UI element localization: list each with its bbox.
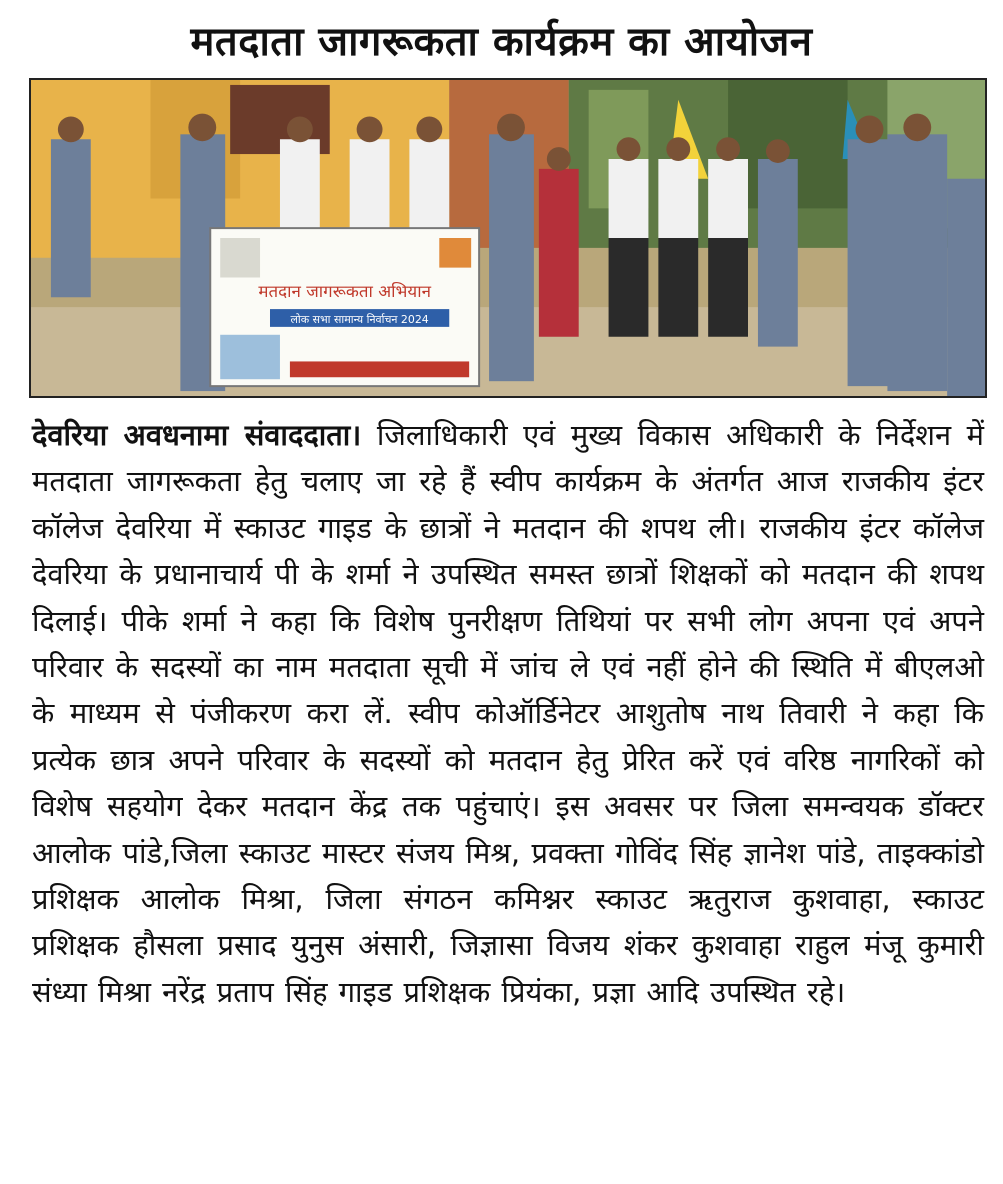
banner-subtitle: लोक सभा सामान्य निर्वाचन 2024: [290, 312, 429, 326]
news-photo: [29, 78, 987, 398]
article-text: जिलाधिकारी एवं मुख्य विकास अधिकारी के निर्देशन में मतदाता जागरूकता हेतु चलाए जा रहे हैं स्वीप कार्यक्रम के अंतर्गत आज राजकीय इंटर कॉलेज देवरिया में स्काउट गाइड के छात्रों ने मतदान की शपथ ली। राजकीय इंटर कॉलेज देवरिया के प्रधानाचार्य पी के शर्मा ने उपस्थित समस्त छात्रों शिक्षकों को मतदान की शपथ दिलाई। पीके शर्मा ने कहा कि विशेष पुनरीक्षण तिथियां पर सभी लोग अपना एवं अपने परिवार के सदस्यों का नाम मतदाता सूची में जांच ले एवं नहीं होने की स्थिति में बीएलओ के माध्यम से पंजीकरण करा लें. स्वीप कोऑर्डिनेटर आशुतोष नाथ तिवारी ने कहा कि प्रत्येक छात्र अपने परिवार के सदस्यों को मतदान हेतु प्रेरित करें एवं वरिष्ठ नागरिकों को विशेष सहयोग देकर मतदान केंद्र तक पहुंचाएं। इस अवसर पर जिला समन्वयक डॉक्टर आलोक पांडे,जिला स्काउट मास्टर संजय मिश्र, प्रवक्ता गोविंद सिंह ज्ञानेश पांडे, ताइक्कांडो प्रशिक्षक आलोक मिश्रा, जिला संगठन कमिश्नर स्काउट ऋतुराज कुशवाहा, स्काउट प्रशिक्षक हौसला प्रसाद युनुस अंसारी, जिज्ञासा विजय शंकर कुशवाहा राहुल मंजू कुमारी संध्या मिश्रा नरेंद्र प्रताप सिंह गाइड प्रशिक्षक प्रियंका, प्रज्ञा आदि उपस्थित रहे।: [32, 418, 984, 1009]
article-body: [32, 412, 984, 1015]
voters-pledge-photo-icon: [31, 80, 985, 396]
byline: देवरिया अवधनामा संवाददाता।: [32, 418, 362, 452]
banner-title: मतदान जागरूकता अभियान: [258, 281, 432, 302]
headline: मतदाता जागरूकता कार्यक्रम का आयोजन: [190, 19, 813, 65]
